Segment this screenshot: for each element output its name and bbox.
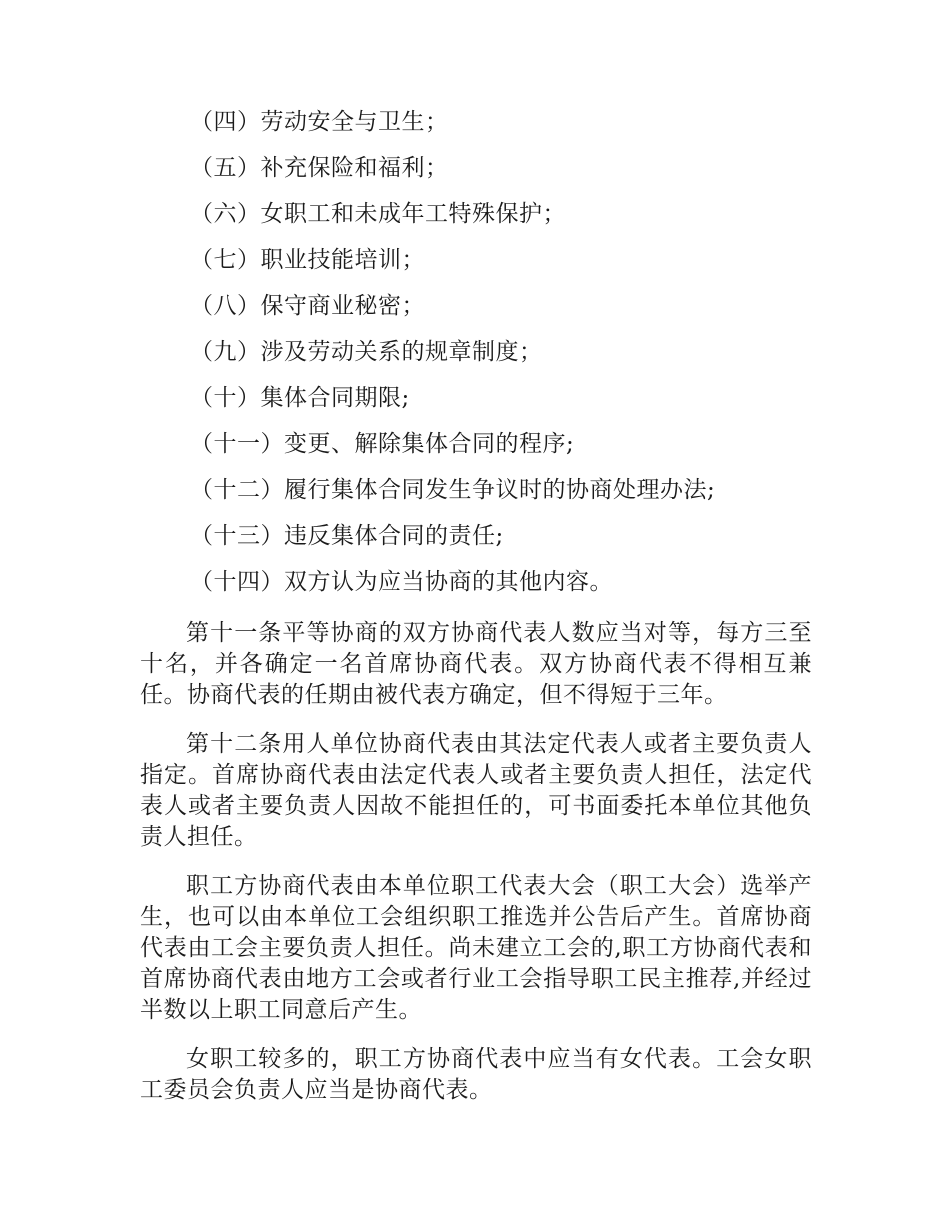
female-representatives-paragraph: 女职工较多的，职工方协商代表中应当有女代表。工会女职工委员会负责人应当是协商代表。 — [140, 1046, 812, 1103]
list-item: （十二）履行集体合同发生争议时的协商处理办法; — [190, 477, 716, 503]
list-item: （十一）变更、解除集体合同的程序; — [190, 431, 575, 457]
list-item: （十四）双方认为应当协商的其他内容。 — [190, 569, 613, 595]
list-item: （七）职业技能培训； — [190, 247, 425, 273]
list-item: （九）涉及劳动关系的规章制度； — [190, 339, 543, 365]
list-item: （六）女职工和未成年工特殊保护； — [190, 201, 566, 227]
list-item: （八）保守商业秘密； — [190, 293, 425, 319]
list-item: （四）劳动安全与卫生； — [190, 109, 449, 135]
employee-representatives-paragraph: 职工方协商代表由本单位职工代表大会（职工大会）选举产生，也可以由本单位工会组织职工推选并公告后产生。首席协商代表由工会主要负责人担任。尚未建立工会的,职工方协商代表和首席协商代表由地方工会或者行业工会指导职工民主推荐,并经过半数以上职工同意后产生。 — [140, 873, 812, 1023]
contract-items-list — [190, 108, 830, 614]
article-11-paragraph: 第十一条平等协商的双方协商代表人数应当对等，每方三至十名，并各确定一名首席协商代表。双方协商代表不得相互兼任。协商代表的任期由被代表方确定，但不得短于三年。 — [140, 620, 812, 708]
list-item: （十）集体合同期限; — [190, 385, 410, 411]
article-body — [140, 618, 812, 1124]
article-12-paragraph: 第十二条用人单位协商代表由其法定代表人或者主要负责人指定。首席协商代表由法定代表人或者主要负责人担任，法定代表人或者主要负责人因故不能担任的，可书面委托本单位其他负责人担任。 — [140, 731, 812, 850]
list-item: （十三）违反集体合同的责任; — [190, 523, 504, 549]
list-item: （五）补充保险和福利； — [190, 155, 449, 181]
